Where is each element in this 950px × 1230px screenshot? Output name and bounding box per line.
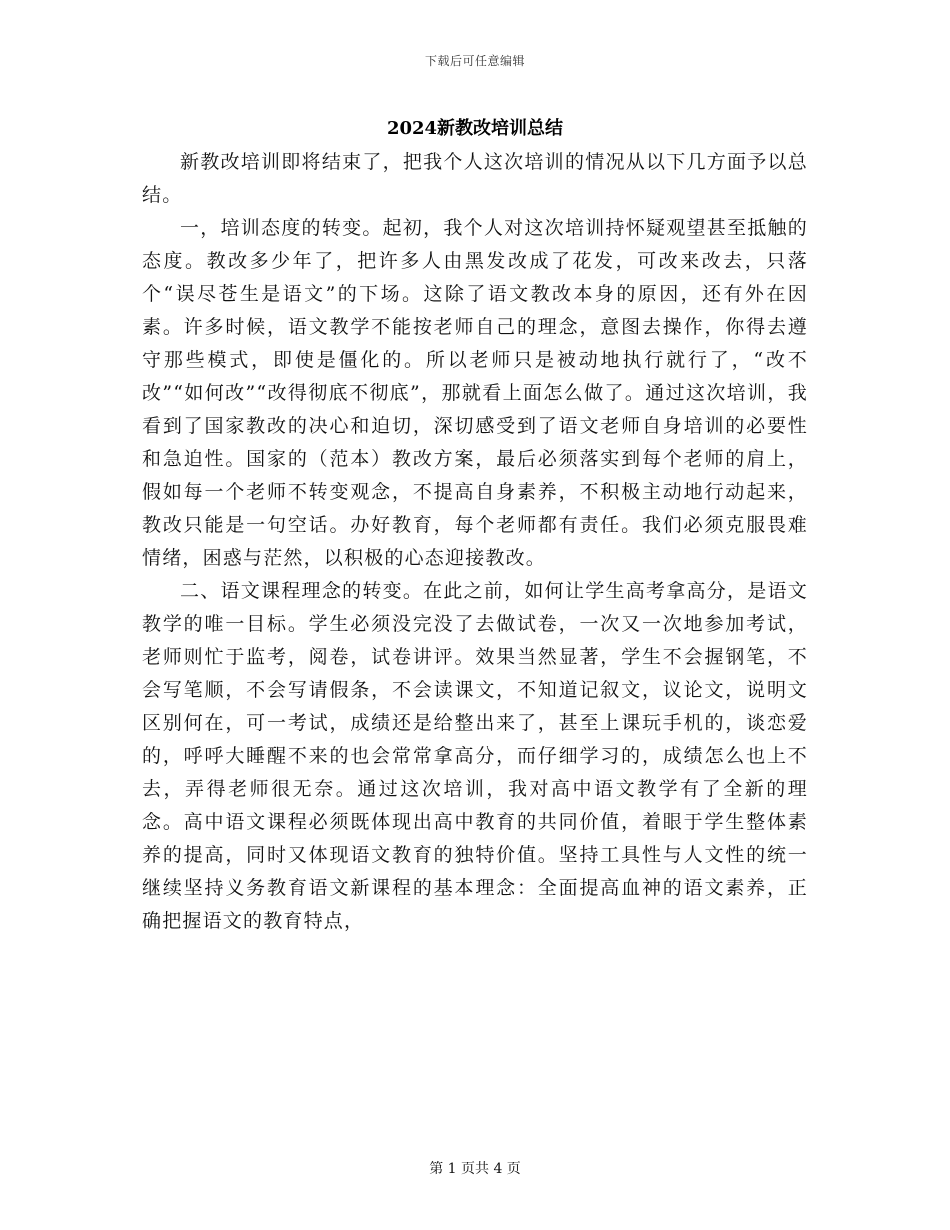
paragraph-attitude-change: 一，培训态度的转变。起初，我个人对这次培训持怀疑观望甚至抵触的态度。教改多少年了，把许多人由黑发改成了花发，可改来改去，只落个“误尽苍生是语文”的下场。这除了语文教改本身的原因，还有外在因素。许多时候，语文教学不能按老师自己的理念，意图去操作，你得去遵守那些模式，即使是僵化的。所以老师只是被动地执行就行了，“改不改”“如何改”“改得彻底不彻底”，那就看上面怎么做了。通过这次培训，我看到了国家教改的决心和迫切，深切感受到了语文老师自身培训的必要性和急迫性。国家的（范本）教改方案，最后必须落实到每个老师的肩上，假如每一个老师不转变观念，不提高自身素养，不积极主动地行动起来，教改只能是一句空话。办好教育，每个老师都有责任。我们必须克服畏难情绪，困惑与茫然，以积极的心态迎接教改。 <box>142 217 808 569</box>
document-title: 2024新教改培训总结 <box>386 118 564 139</box>
document-body <box>142 146 808 938</box>
paragraph-intro: 新教改培训即将结束了，把我个人这次培训的情况从以下几方面予以总结。 <box>142 151 808 206</box>
paragraph-curriculum-concept: 二、语文课程理念的转变。在此之前，如何让学生高考拿高分，是语文教学的唯一目标。学生必须没完没了去做试卷，一次又一次地参加考试，老师则忙于监考，阅卷，试卷讲评。效果当然显著，学生不会握钢笔，不会写笔顺，不会写请假条，不会读课文，不知道记叙文，议论文，说明文区别何在，可一考试，成绩还是给整出来了，甚至上课玩手机的，谈恋爱的，呼呼大睡醒不来的也会常常拿高分，而仔细学习的，成绩怎么也上不去，弄得老师很无奈。通过这次培训，我对高中语文教学有了全新的理念。高中语文课程必须既体现出高中教育的共同价值，着眼于学生整体素养的提高，同时又体现语文教育的独特价值。坚持工具性与人文性的统一继续坚持义务教育语文新课程的基本理念：全面提高血神的语文素养，正确把握语文的教育特点， <box>142 580 808 932</box>
header-note: 下载后可任意编辑 <box>424 54 525 68</box>
page-number: 第 1 页共 4 页 <box>429 1161 521 1177</box>
